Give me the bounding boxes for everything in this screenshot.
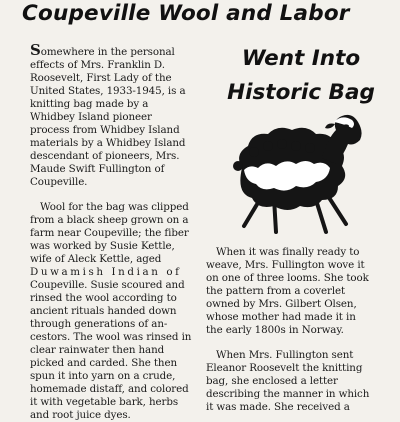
text-line: United States, 1933-1945, is a	[30, 85, 186, 97]
text-line: descendant of pioneers, Mrs.	[30, 150, 180, 162]
headline-line-1: Coupeville Wool and Labor	[22, 1, 350, 26]
text-line: When it was finally ready to	[216, 246, 360, 258]
paragraph-wool	[30, 201, 190, 422]
text-line: homemade distaff, and colored	[30, 383, 189, 395]
text-line: knitting bag made by a	[30, 98, 149, 110]
text-line: describing the manner in which	[206, 388, 370, 400]
text-line: spun it into yarn on a crude,	[30, 370, 176, 382]
text-line: weave, Mrs. Fullington wove it	[206, 259, 365, 271]
headline-line-3: Historic Bag	[227, 80, 375, 105]
text-line: Eleanor Roosevelt the knitting	[206, 362, 363, 374]
text-line: picked and carded. She then	[30, 357, 177, 369]
drop-cap: S	[30, 41, 41, 59]
text-line: Coupeville.	[30, 176, 88, 188]
text-line: Maude Swift Fullington of	[30, 163, 165, 175]
text-line: ancient rituals handed down	[30, 305, 177, 317]
text-line: omewhere in the personal	[40, 46, 175, 58]
headline-continued	[206, 42, 396, 110]
text-line: the pattern from a coverlet	[206, 285, 346, 297]
text-line: Whidbey Island pioneer	[30, 111, 152, 123]
text-line: was worked by Susie Kettle,	[30, 240, 175, 252]
text-line: cestors. The wool was rinsed in	[30, 331, 192, 343]
text-line: effects of Mrs. Franklin D.	[30, 59, 165, 71]
text-line: the early 1800s in Norway.	[206, 324, 344, 336]
paragraph-intro	[30, 41, 190, 189]
text-line: Roosevelt, First Lady of the	[30, 72, 172, 84]
text-line: materials by a Whidbey Island	[30, 137, 186, 149]
text-line: bag, she enclosed a letter	[206, 375, 338, 387]
left-column	[30, 41, 192, 422]
text-line: owned by Mrs. Gilbert Olsen,	[206, 298, 357, 310]
text-line: Coupeville. Susie scoured and	[30, 279, 185, 291]
paragraph-weaving	[206, 246, 376, 337]
text-line: it with vegetable bark, herbs	[30, 396, 179, 408]
text-line: whose mother had made it in	[206, 311, 356, 323]
text-line: it was made. She received a	[206, 401, 350, 413]
text-line: from a black sheep grown on a	[30, 214, 189, 226]
text-line: wife of Aleck Kettle, aged	[30, 253, 162, 265]
text-line: process from Whidbey Island	[30, 124, 180, 136]
text-line: and root juice dyes.	[30, 409, 131, 421]
text-line: Wool for the bag was clipped	[40, 201, 189, 213]
text-line: clear rainwater then hand	[30, 344, 165, 356]
text-line	[30, 41, 190, 59]
text-line: rinsed the wool according to	[30, 292, 177, 304]
text-line: farm near Coupeville; the fiber	[30, 227, 189, 239]
text-line: through generations of an-	[30, 318, 168, 330]
text-line: Duwamish Indian of	[30, 266, 182, 278]
right-column	[206, 246, 376, 414]
text-line: on one of three looms. She took	[206, 272, 369, 284]
headline-line-2: Went Into	[241, 46, 361, 71]
paragraph-letter	[206, 349, 376, 414]
sheep-icon	[214, 108, 364, 238]
text-line: When Mrs. Fullington sent	[216, 349, 354, 361]
